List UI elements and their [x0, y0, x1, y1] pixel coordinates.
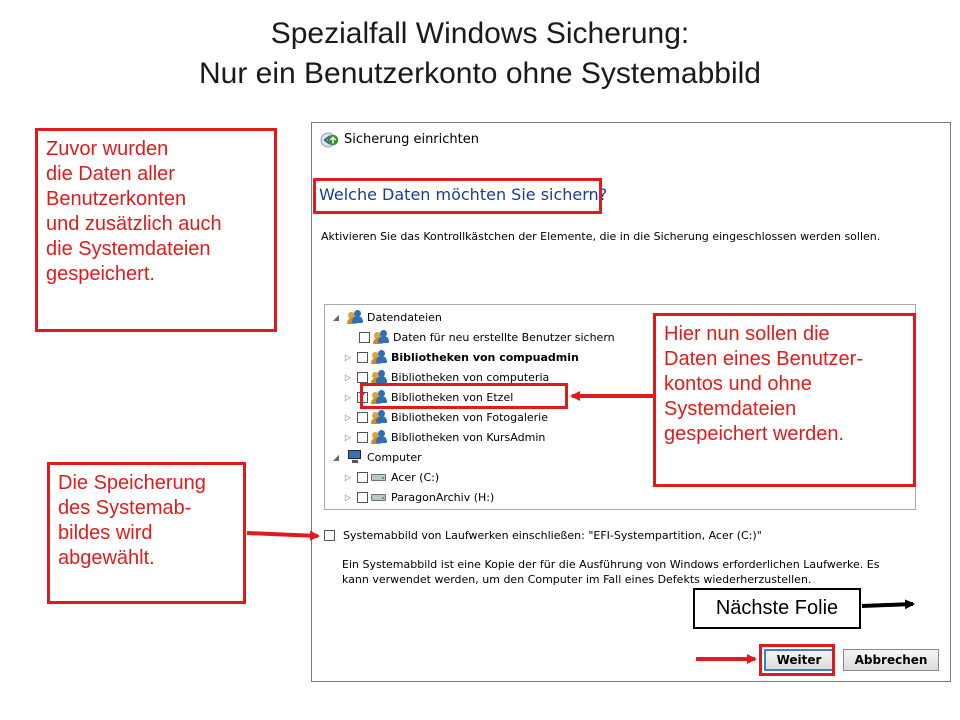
callout-line: Benutzerkonten: [46, 188, 187, 210]
tree-node-label: Computer: [367, 450, 422, 464]
dialog-intro-text: Aktivieren Sie das Kontrollkästchen der Elemente, die in die Sicherung eingeschlossen werden sollen.: [321, 230, 881, 243]
tree-item-label: Bibliotheken von KursAdmin: [391, 430, 546, 444]
system-image-label: Systemabbild von Laufwerken einschließen: "EFI-Systempartition, Acer (C:)": [343, 529, 762, 542]
callout-line: und zusätzlich auch: [46, 213, 222, 235]
dialog-title: Sicherung einrichten: [344, 132, 479, 147]
slide-title-line-2: Nur ein Benutzerkonto ohne Systemabbild: [198, 57, 761, 90]
callout-line: Die Speicherung: [58, 472, 206, 494]
tree-item-label: Daten für neu erstellte Benutzer sichern: [393, 330, 615, 344]
system-image-desc-line: Ein Systemabbild ist eine Kopie der für die Ausführung von Windows erforderlichen Laufwerke. Es: [342, 558, 880, 571]
expand-icon[interactable]: ▷: [344, 432, 352, 442]
expand-icon[interactable]: ▷: [344, 372, 352, 382]
callout-line: Daten eines Benutzer-: [664, 348, 864, 370]
callout-line: kontos und ohne: [664, 373, 812, 395]
callout-line: bildes wird: [58, 522, 153, 544]
expand-icon[interactable]: ▷: [344, 492, 352, 502]
tree-item-label: Bibliotheken von Fotogalerie: [391, 410, 549, 424]
tree-item-label: Bibliotheken von computeria: [391, 370, 550, 384]
tree-item-label: Bibliotheken von compuadmin: [391, 350, 579, 364]
tree-item-label: ParagonArchiv (H:): [391, 490, 495, 504]
arrow-next-slide: [862, 604, 913, 606]
next-button[interactable]: Weiter: [764, 649, 834, 671]
arrow-to-system-image: [247, 533, 318, 536]
tree-item-label: Bibliotheken von Etzel: [391, 390, 514, 404]
callout-line: abgewählt.: [58, 547, 155, 569]
expand-icon[interactable]: ▷: [344, 472, 352, 482]
tree-node-label: Datendateien: [367, 310, 442, 324]
callout-line: Hier nun sollen die: [664, 323, 830, 345]
callout-line: Zuvor wurden: [46, 138, 169, 160]
expand-icon[interactable]: ▷: [344, 352, 352, 362]
slide-title-line-1: Spezialfall Windows Sicherung:: [270, 17, 690, 50]
system-image-desc-line: kann verwendet werden, um den Computer im Fall eines Defekts wiederherzustellen.: [342, 573, 812, 586]
callout-line: die Systemdateien: [46, 238, 211, 260]
callout-line: gespeichert.: [46, 263, 155, 285]
dialog-heading: Welche Daten möchten Sie sichern?: [319, 185, 608, 204]
checkbox-checked[interactable]: ✓: [358, 391, 367, 402]
callout-line: des Systemab-: [58, 497, 192, 519]
next-slide-button[interactable]: Nächste Folie: [693, 588, 861, 629]
collapse-icon[interactable]: ◢: [332, 452, 340, 462]
callout-line: die Daten aller: [46, 163, 175, 185]
tree-item-label: Acer (C:): [391, 470, 440, 484]
expand-icon[interactable]: ▷: [344, 412, 352, 422]
expand-icon[interactable]: ▷: [344, 392, 352, 402]
callout-line: Systemdateien: [664, 398, 797, 420]
callout-line: gespeichert werden.: [664, 423, 845, 445]
collapse-icon[interactable]: ◢: [332, 312, 340, 322]
cancel-button[interactable]: Abbrechen: [843, 649, 939, 671]
